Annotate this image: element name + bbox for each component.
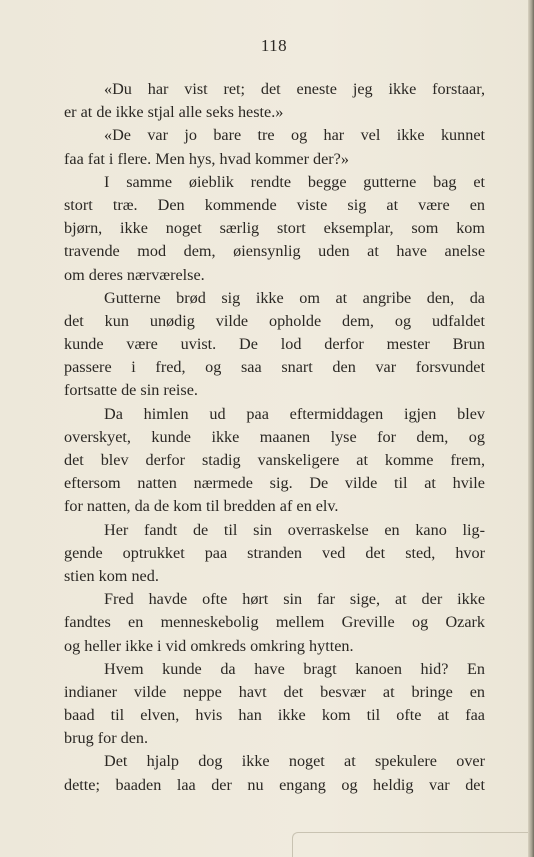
text-line: Det hjalp dog ikke noget at spekulere over: [104, 752, 485, 771]
text-line: overskyet, kunde ikke maanen lyse for dem, og: [64, 427, 485, 446]
text-line: bjørn, ikke noget særlig stort eksemplar, som kom: [64, 219, 485, 238]
text-line: faa fat i flere. Men hys, hvad kommer der?»: [64, 149, 349, 168]
text-line: stort træ. Den kommende viste sig at være en: [64, 195, 485, 214]
text-line: «Du har vist ret; det eneste jeg ikke forstaar,: [104, 80, 485, 98]
body-text: [64, 78, 485, 797]
text-line: Da himlen ud paa eftermiddagen igjen blev: [104, 404, 485, 423]
text-line: Hvem kunde da have bragt kanoen hid? En: [104, 659, 485, 678]
text-line: eftersom natten nærmede sig. De vilde til at hvile: [64, 474, 485, 493]
text-line: I samme øieblik rendte begge gutterne bag et: [104, 172, 485, 191]
text-line: fortsatte de sin reise.: [64, 381, 198, 400]
book-spine-edge: [528, 0, 534, 857]
text-line: for natten, da de kom til bredden af en elv.: [64, 497, 339, 516]
text-line: «De var jo bare tre og har vel ikke kunnet: [104, 126, 485, 145]
text-line: Gutterne brød sig ikke om at angribe den, da: [104, 288, 485, 307]
text-line: gende optrukket paa stranden ved det sted, hvor: [64, 543, 485, 562]
text-line: travende mod dem, øiensynlig uden at have anelse: [64, 242, 485, 261]
text-line: om deres nærværelse.: [64, 265, 205, 284]
text-line: baad til elven, hvis han ikke kom til ofte at faa: [64, 706, 485, 725]
text-line: og heller ikke i vid omkreds omkring hytten.: [64, 636, 354, 655]
page-number: 118: [260, 36, 288, 55]
text-line: fandtes en menneskebolig mellem Greville og Ozark: [64, 613, 485, 632]
text-line: dette; baaden laa der nu engang og heldig var det: [64, 775, 485, 794]
text-line: kunde være uvist. De lod derfor mester Brun: [64, 335, 485, 354]
text-line: brug for den.: [64, 729, 149, 748]
text-line: passere i fred, og saa snart den var forsvundet: [64, 358, 485, 377]
text-line: stien kom ned.: [64, 566, 159, 585]
page-edge-mark: [292, 832, 533, 857]
text-line: Fred havde ofte hørt sin far sige, at der ikke: [104, 590, 485, 609]
text-line: Her fandt de til sin overraskelse en kano lig-: [104, 520, 485, 539]
text-line: er at de ikke stjal alle seks heste.»: [64, 103, 284, 122]
text-line: indianer vilde neppe havt det besvær at bringe en: [64, 682, 485, 701]
text-line: det kun unødig vilde opholde dem, og udfaldet: [64, 311, 485, 330]
text-line: det blev derfor stadig vanskeligere at komme frem,: [64, 451, 485, 469]
